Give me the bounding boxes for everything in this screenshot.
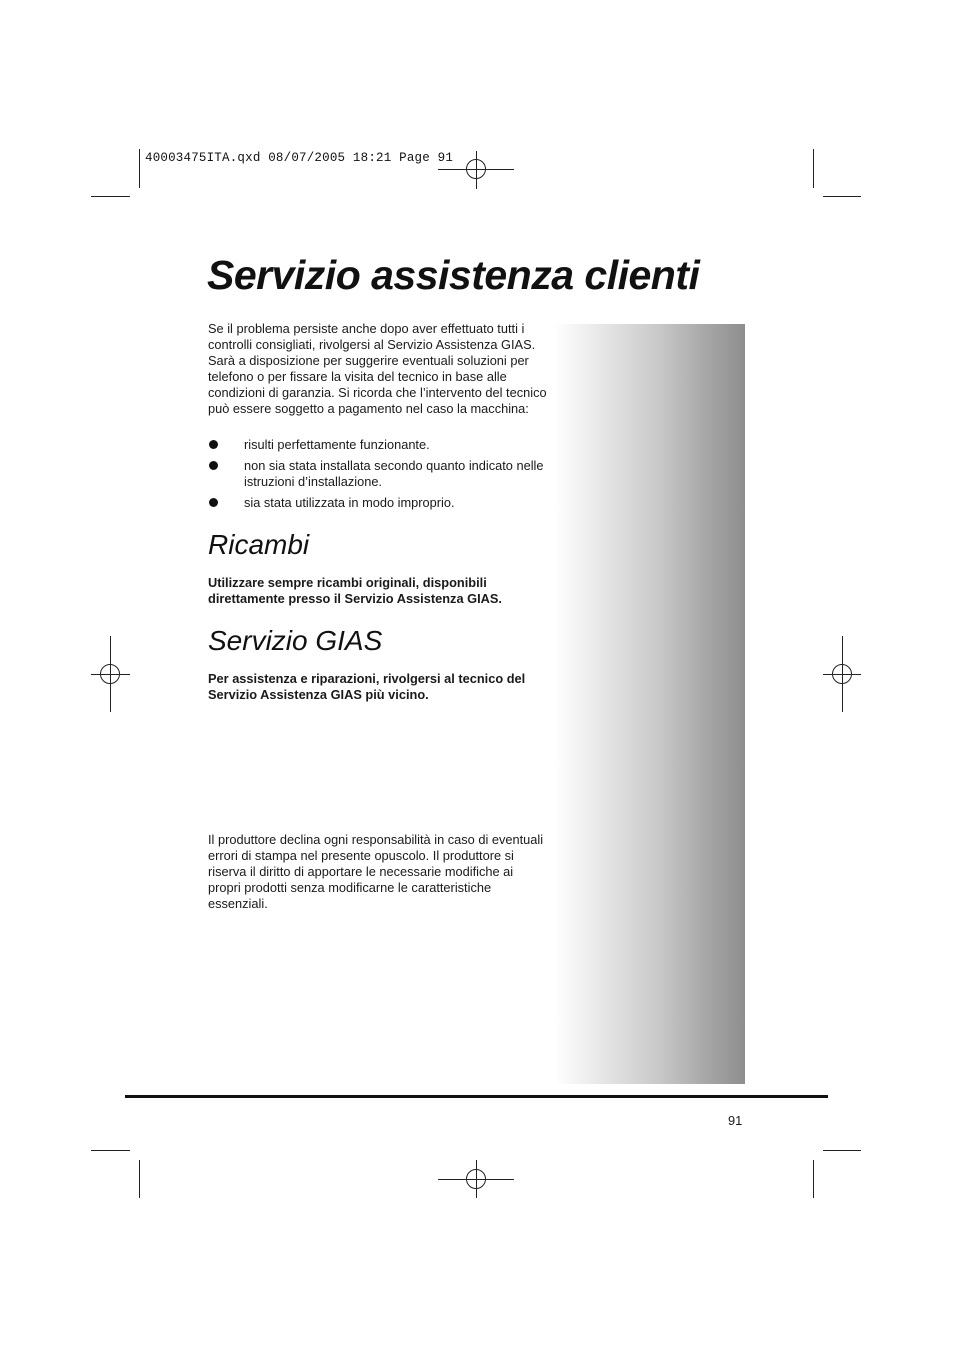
gradient-side-panel bbox=[555, 324, 745, 1084]
crop-mark bbox=[813, 1160, 814, 1198]
disclaimer-paragraph: Il produttore declina ogni responsabilità in caso di eventuali errori di stampa nel presente opuscolo. Il produttore si riserva il diritto di apportare le necessarie modifiche ai propri prodotti senza modificarne le caratteristiche essenziali. bbox=[208, 832, 544, 911]
registration-mark-circle bbox=[100, 664, 120, 684]
list-item: sia stata utilizzata in modo improprio. bbox=[208, 495, 548, 511]
crop-mark bbox=[823, 1150, 861, 1151]
footer-rule bbox=[125, 1095, 828, 1098]
crop-mark bbox=[823, 196, 861, 197]
crop-mark bbox=[139, 1160, 140, 1198]
list-item: non sia stata installata secondo quanto indicato nelle istruzioni d’installazione. bbox=[208, 458, 548, 490]
crop-mark bbox=[813, 149, 814, 188]
crop-mark bbox=[91, 1150, 130, 1151]
intro-paragraph: Se il problema persiste anche dopo aver effettuato tutti i controlli consigliati, rivolgersi al Servizio Assistenza GIAS. Sarà a disposizione per suggerire eventuali soluzioni per telefono o per fissare la visita del tecnico in base alle condizioni di garanzia. Si ricorda che l’intervento del tecnico può essere soggetto a pagamento nel caso la macchina: bbox=[208, 321, 547, 416]
conditions-list bbox=[208, 437, 548, 516]
crop-mark bbox=[139, 149, 140, 188]
bullet-icon bbox=[209, 461, 218, 470]
section-heading-gias: Servizio GIAS bbox=[208, 625, 383, 656]
registration-mark-circle bbox=[466, 159, 486, 179]
bullet-icon bbox=[209, 440, 218, 449]
gias-paragraph: Per assistenza e riparazioni, rivolgersi al tecnico del Servizio Assistenza GIAS più vicino. bbox=[208, 671, 526, 702]
list-item: risulti perfettamente funzionante. bbox=[208, 437, 548, 453]
registration-mark-circle bbox=[832, 664, 852, 684]
crop-mark bbox=[91, 196, 130, 197]
registration-mark-circle bbox=[466, 1169, 486, 1189]
page-number: 91 bbox=[728, 1113, 743, 1128]
section-heading-ricambi: Ricambi bbox=[208, 529, 310, 560]
bullet-icon bbox=[209, 498, 218, 507]
ricambi-paragraph: Utilizzare sempre ricambi originali, disponibili direttamente presso il Servizio Assistenza GIAS. bbox=[208, 575, 502, 606]
page-title: Servizio assistenza clienti bbox=[207, 252, 700, 298]
print-slug: 40003475ITA.qxd 08/07/2005 18:21 Page 91 bbox=[145, 151, 454, 165]
